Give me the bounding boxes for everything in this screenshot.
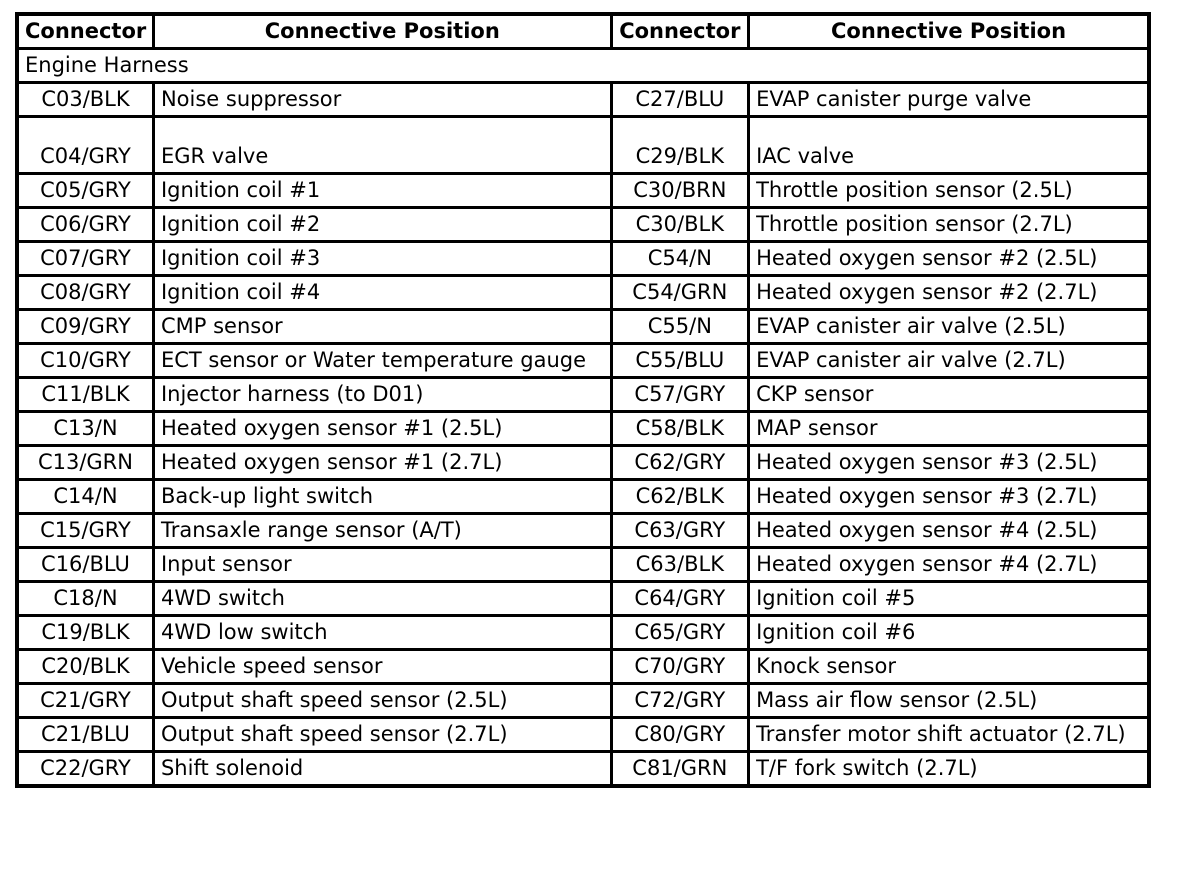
position-cell: EVAP canister purge valve bbox=[749, 83, 1149, 117]
table-row bbox=[17, 310, 1149, 344]
connector-cell: C08/GRY bbox=[17, 276, 153, 310]
position-cell: Mass air flow sensor (2.5L) bbox=[749, 684, 1149, 718]
connector-cell: C06/GRY bbox=[17, 208, 153, 242]
position-cell: Ignition coil #4 bbox=[153, 276, 611, 310]
position-cell: T/F fork switch (2.7L) bbox=[749, 752, 1149, 787]
header-connector-left: Connector bbox=[17, 14, 153, 49]
table-row bbox=[17, 412, 1149, 446]
connector-cell: C63/BLK bbox=[611, 548, 748, 582]
connector-cell: C72/GRY bbox=[611, 684, 748, 718]
position-cell: Heated oxygen sensor #4 (2.5L) bbox=[749, 514, 1149, 548]
position-cell: Heated oxygen sensor #1 (2.5L) bbox=[153, 412, 611, 446]
section-row bbox=[17, 49, 1149, 83]
position-cell: Heated oxygen sensor #2 (2.5L) bbox=[749, 242, 1149, 276]
connector-cell: C13/GRN bbox=[17, 446, 153, 480]
position-cell: Transaxle range sensor (A/T) bbox=[153, 514, 611, 548]
connector-cell: C20/BLK bbox=[17, 650, 153, 684]
position-cell: EVAP canister air valve (2.7L) bbox=[749, 344, 1149, 378]
connector-cell: C58/BLK bbox=[611, 412, 748, 446]
position-cell: Transfer motor shift actuator (2.7L) bbox=[749, 718, 1149, 752]
header-position-left: Connective Position bbox=[153, 14, 611, 49]
position-cell: Input sensor bbox=[153, 548, 611, 582]
position-cell: EVAP canister air valve (2.5L) bbox=[749, 310, 1149, 344]
table-row bbox=[17, 344, 1149, 378]
connector-cell: C62/BLK bbox=[611, 480, 748, 514]
connector-cell: C21/BLU bbox=[17, 718, 153, 752]
position-cell: Heated oxygen sensor #4 (2.7L) bbox=[749, 548, 1149, 582]
connector-cell: C30/BLK bbox=[611, 208, 748, 242]
position-cell: Throttle position sensor (2.5L) bbox=[749, 174, 1149, 208]
table-row bbox=[17, 752, 1149, 787]
connector-cell: C07/GRY bbox=[17, 242, 153, 276]
position-cell: ECT sensor or Water temperature gauge bbox=[153, 344, 611, 378]
position-cell: IAC valve bbox=[749, 117, 1149, 174]
connector-cell: C21/GRY bbox=[17, 684, 153, 718]
connector-cell: C22/GRY bbox=[17, 752, 153, 787]
connector-cell: C55/BLU bbox=[611, 344, 748, 378]
section-title: Engine Harness bbox=[17, 49, 1149, 83]
position-cell: Output shaft speed sensor (2.5L) bbox=[153, 684, 611, 718]
connector-cell: C19/BLK bbox=[17, 616, 153, 650]
table-row bbox=[17, 650, 1149, 684]
position-cell: Throttle position sensor (2.7L) bbox=[749, 208, 1149, 242]
position-cell: CKP sensor bbox=[749, 378, 1149, 412]
table-row bbox=[17, 174, 1149, 208]
position-cell: Heated oxygen sensor #3 (2.7L) bbox=[749, 480, 1149, 514]
connector-cell: C57/GRY bbox=[611, 378, 748, 412]
connector-cell: C55/N bbox=[611, 310, 748, 344]
position-cell: Ignition coil #1 bbox=[153, 174, 611, 208]
position-cell: EGR valve bbox=[153, 117, 611, 174]
position-cell: Ignition coil #3 bbox=[153, 242, 611, 276]
position-cell: Shift solenoid bbox=[153, 752, 611, 787]
connector-cell: C63/GRY bbox=[611, 514, 748, 548]
table-row bbox=[17, 117, 1149, 174]
position-cell: Ignition coil #6 bbox=[749, 616, 1149, 650]
connector-cell: C11/BLK bbox=[17, 378, 153, 412]
position-cell: Heated oxygen sensor #1 (2.7L) bbox=[153, 446, 611, 480]
header-connector-right: Connector bbox=[611, 14, 748, 49]
connector-cell: C04/GRY bbox=[17, 117, 153, 174]
position-cell: MAP sensor bbox=[749, 412, 1149, 446]
position-cell: CMP sensor bbox=[153, 310, 611, 344]
connector-cell: C54/N bbox=[611, 242, 748, 276]
position-cell: Heated oxygen sensor #3 (2.5L) bbox=[749, 446, 1149, 480]
table-row bbox=[17, 684, 1149, 718]
table-row bbox=[17, 616, 1149, 650]
table-row bbox=[17, 582, 1149, 616]
position-cell: 4WD switch bbox=[153, 582, 611, 616]
position-cell: Heated oxygen sensor #2 (2.7L) bbox=[749, 276, 1149, 310]
connector-cell: C15/GRY bbox=[17, 514, 153, 548]
connector-cell: C16/BLU bbox=[17, 548, 153, 582]
position-cell: Output shaft speed sensor (2.7L) bbox=[153, 718, 611, 752]
connector-cell: C70/GRY bbox=[611, 650, 748, 684]
table-row bbox=[17, 378, 1149, 412]
connector-cell: C65/GRY bbox=[611, 616, 748, 650]
connector-cell: C05/GRY bbox=[17, 174, 153, 208]
position-cell: Injector harness (to D01) bbox=[153, 378, 611, 412]
table-row bbox=[17, 276, 1149, 310]
table-row bbox=[17, 480, 1149, 514]
position-cell: Back-up light switch bbox=[153, 480, 611, 514]
position-cell: Vehicle speed sensor bbox=[153, 650, 611, 684]
table-row bbox=[17, 242, 1149, 276]
connector-cell: C64/GRY bbox=[611, 582, 748, 616]
position-cell: 4WD low switch bbox=[153, 616, 611, 650]
connector-cell: C29/BLK bbox=[611, 117, 748, 174]
position-cell: Ignition coil #5 bbox=[749, 582, 1149, 616]
connector-cell: C10/GRY bbox=[17, 344, 153, 378]
connector-cell: C03/BLK bbox=[17, 83, 153, 117]
table-row bbox=[17, 446, 1149, 480]
connector-cell: C80/GRY bbox=[611, 718, 748, 752]
connector-cell: C13/N bbox=[17, 412, 153, 446]
connector-cell: C62/GRY bbox=[611, 446, 748, 480]
connector-cell: C09/GRY bbox=[17, 310, 153, 344]
header-row bbox=[17, 14, 1149, 49]
position-cell: Noise suppressor bbox=[153, 83, 611, 117]
table-row bbox=[17, 514, 1149, 548]
table-row bbox=[17, 83, 1149, 117]
connector-cell: C27/BLU bbox=[611, 83, 748, 117]
connector-cell: C30/BRN bbox=[611, 174, 748, 208]
connector-cell: C54/GRN bbox=[611, 276, 748, 310]
table-row bbox=[17, 548, 1149, 582]
connector-cell: C14/N bbox=[17, 480, 153, 514]
position-cell: Knock sensor bbox=[749, 650, 1149, 684]
connector-cell: C18/N bbox=[17, 582, 153, 616]
position-cell: Ignition coil #2 bbox=[153, 208, 611, 242]
header-position-right: Connective Position bbox=[749, 14, 1149, 49]
table-row bbox=[17, 208, 1149, 242]
connector-table bbox=[15, 12, 1151, 788]
table-row bbox=[17, 718, 1149, 752]
connector-cell: C81/GRN bbox=[611, 752, 748, 787]
